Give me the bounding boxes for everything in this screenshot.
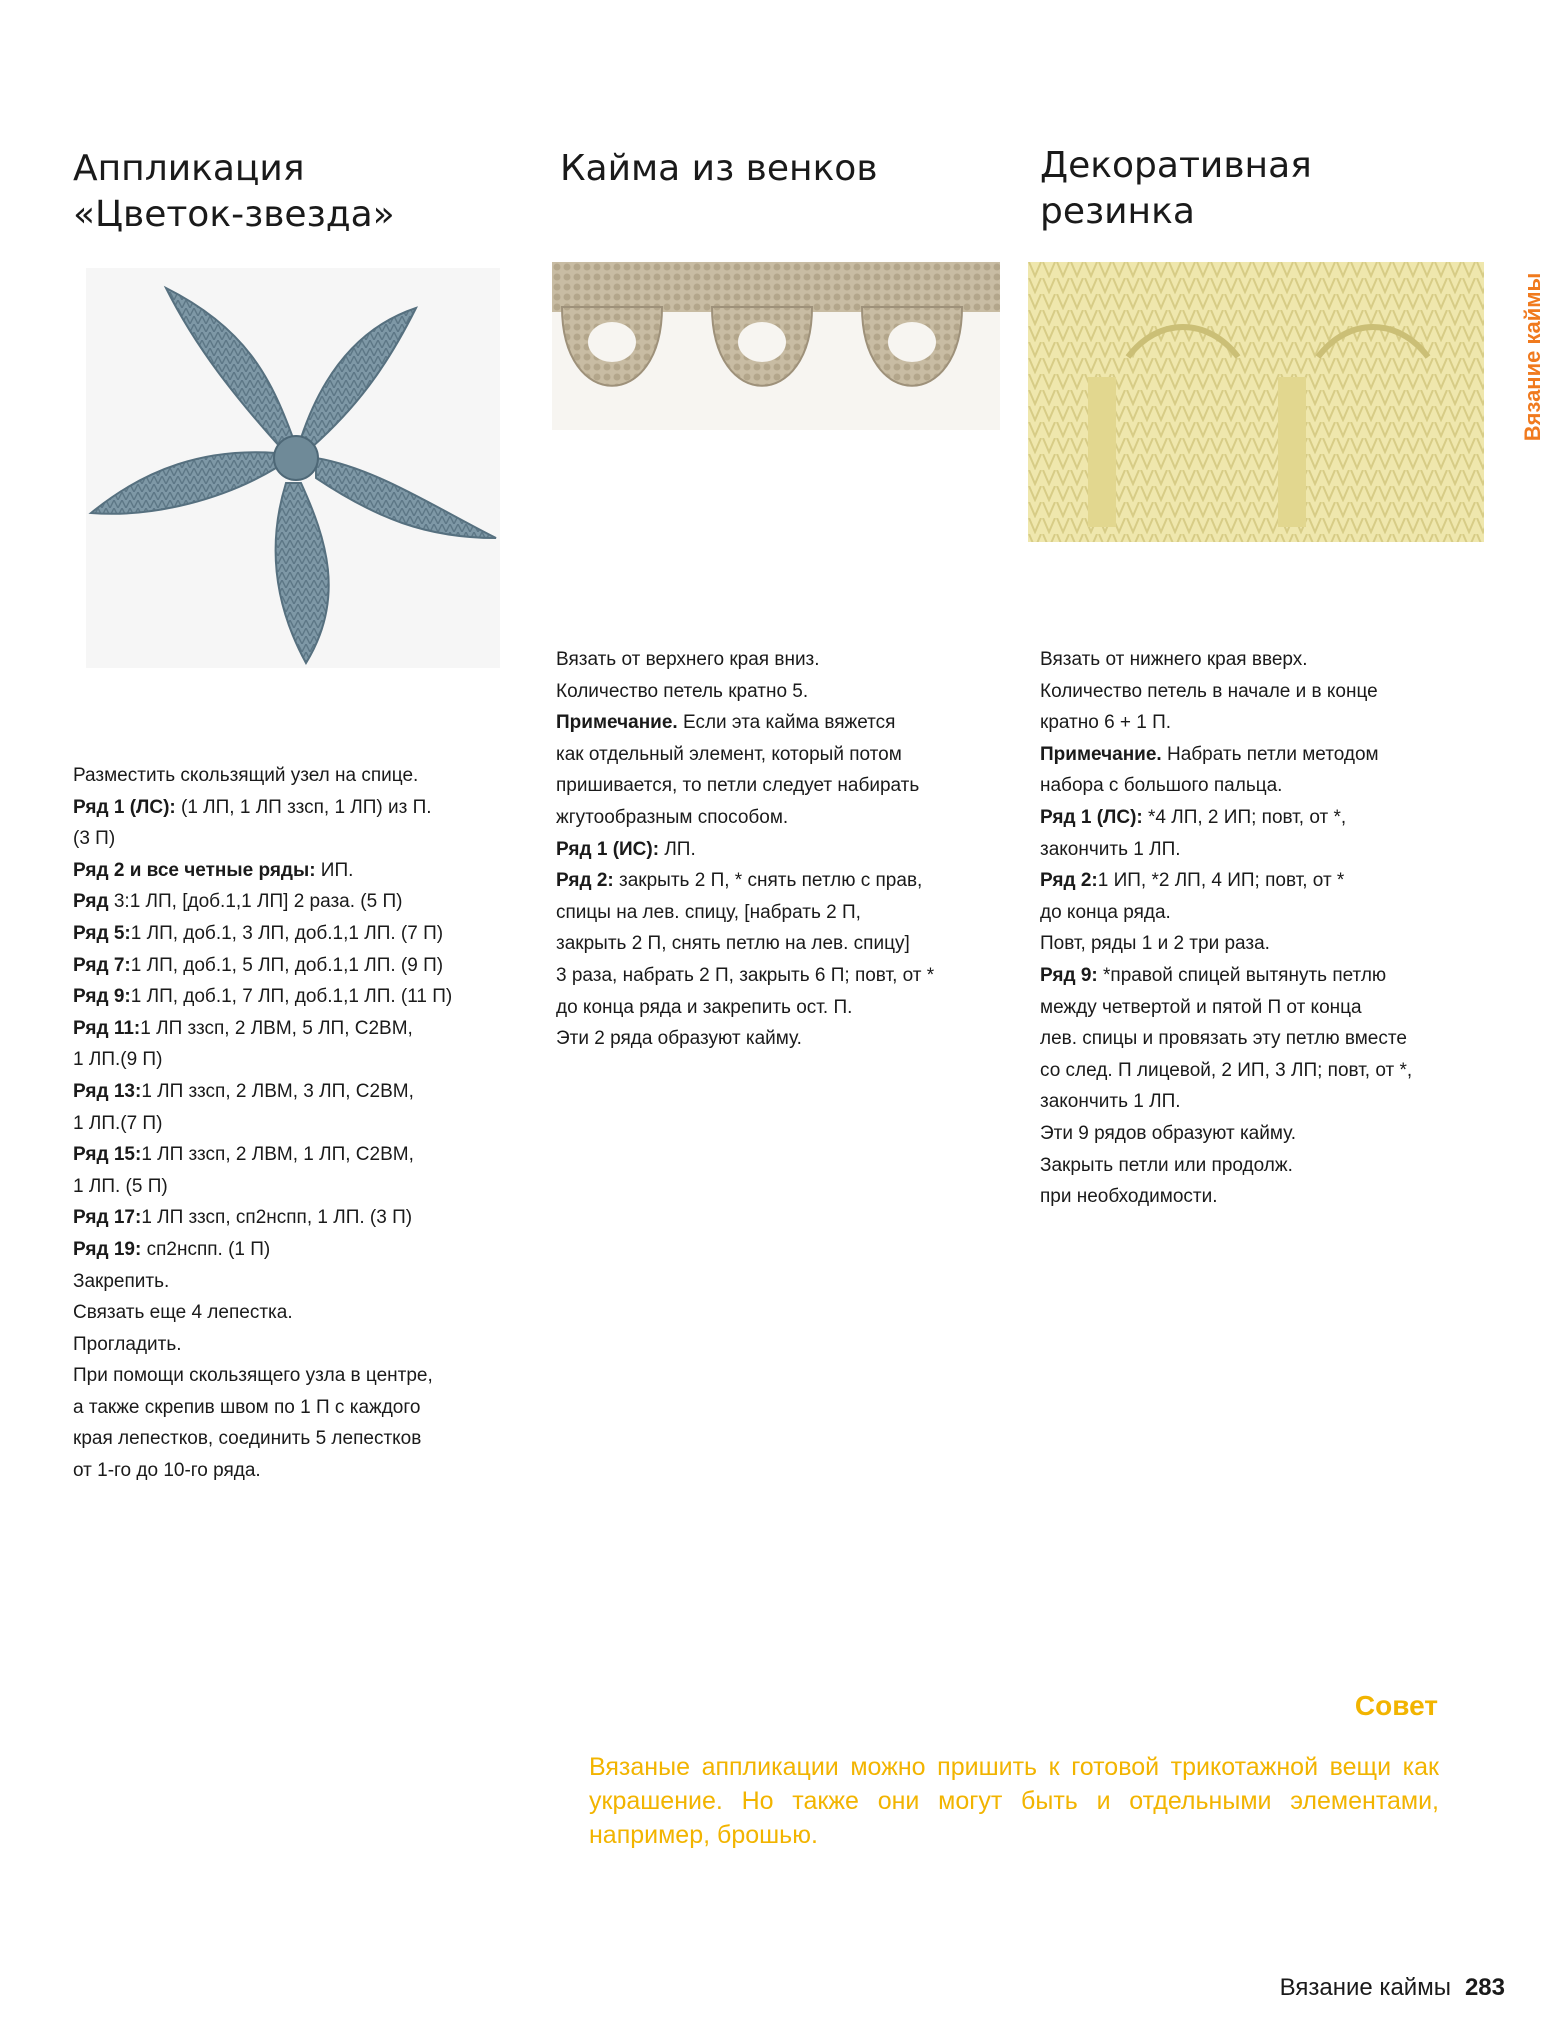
- instruction-line: [1040, 1055, 1412, 1087]
- instruction-line: [1040, 992, 1412, 1024]
- instruction-line: [556, 865, 934, 897]
- instruction-line: [73, 981, 452, 1013]
- row-text: Если эта кайма вяжется: [677, 712, 896, 734]
- instruction-line: [73, 1171, 452, 1203]
- row-text: до конца ряда и закрепить ост. П.: [556, 996, 853, 1018]
- instruction-line: [1040, 707, 1412, 739]
- row-text: 1 ЛП. (5 П): [73, 1175, 168, 1197]
- title-rib-line2: резинка: [1040, 191, 1195, 232]
- row-text: ЛП.: [659, 838, 696, 860]
- instruction-line: [556, 960, 934, 992]
- instruction-line: [556, 644, 934, 676]
- row-text: 1 ЛП ззсп, 2 ЛВМ, 3 ЛП, С2ВМ,: [141, 1080, 414, 1102]
- instruction-line: [73, 1423, 452, 1455]
- instruction-line: [556, 802, 934, 834]
- decorative-rib-photo: [1028, 262, 1484, 542]
- instruction-line: [556, 928, 934, 960]
- instruction-line: [556, 834, 934, 866]
- instruction-line: [73, 792, 452, 824]
- side-tab: [1518, 262, 1548, 452]
- instruction-line: [73, 886, 452, 918]
- instruction-line: [556, 897, 934, 929]
- row-text: от 1-го до 10-го ряда.: [73, 1460, 261, 1482]
- row-text: спицы на лев. спицу, [набрать 2 П,: [556, 901, 861, 923]
- row-text: кратно 6 + 1 П.: [1040, 712, 1172, 734]
- row-label: Ряд 5:: [73, 922, 131, 944]
- instruction-line: [1040, 960, 1412, 992]
- instruction-line: [1040, 1086, 1412, 1118]
- row-label: Ряд 7:: [73, 954, 131, 976]
- instruction-line: [1040, 644, 1412, 676]
- instruction-line: [73, 1202, 452, 1234]
- row-text: Повт, ряды 1 и 2 три раза.: [1040, 933, 1270, 955]
- row-text: Разместить скользящий узел на спице.: [73, 765, 419, 786]
- instruction-line: [73, 1360, 452, 1392]
- instruction-line: [73, 855, 452, 887]
- title-rib: [1040, 143, 1312, 235]
- row-text: закрыть 2 П, * снять петлю с прав,: [613, 870, 923, 892]
- row-label: Ряд 11:: [73, 1017, 141, 1039]
- row-text: *правой спицей вытянуть петлю: [1097, 964, 1387, 986]
- row-label: Ряд: [73, 891, 109, 913]
- row-text: закончить 1 ЛП.: [1040, 1091, 1181, 1113]
- row-text: Вязать от верхнего края вниз.: [556, 649, 820, 670]
- row-text: Количество петель кратно 5.: [556, 680, 809, 702]
- page-footer: [1280, 1974, 1505, 2002]
- row-text: 1 ЛП, доб.1, 7 ЛП, доб.1,1 ЛП. (11 П): [130, 986, 453, 1008]
- row-text: края лепестков, соединить 5 лепестков: [73, 1428, 422, 1450]
- row-text: 3:1 ЛП, [доб.1,1 ЛП] 2 раза. (5 П): [108, 891, 403, 913]
- row-text: пришивается, то петли следует набирать: [556, 775, 920, 797]
- row-text: Вязать от нижнего края вверх.: [1040, 649, 1308, 670]
- row-text: *4 ЛП, 2 ИП; повт, от *,: [1142, 806, 1347, 828]
- row-label: Ряд 17:: [73, 1207, 142, 1229]
- row-text: (3 П): [73, 828, 116, 850]
- side-tab-label: Вязание каймы: [1520, 272, 1545, 442]
- instruction-line: [1040, 1118, 1412, 1150]
- row-text: жгутообразным способом.: [556, 806, 789, 828]
- row-text: набора с большого пальца.: [1040, 775, 1283, 797]
- row-text: закончить 1 ЛП.: [1040, 838, 1181, 860]
- row-label: Ряд 15:: [73, 1144, 142, 1166]
- row-text: 1 ЛП ззсп, 2 ЛВМ, 1 ЛП, С2ВМ,: [141, 1144, 414, 1166]
- instruction-line: [556, 707, 934, 739]
- instruction-line: [1040, 1181, 1412, 1213]
- tip-text: Вязаные аппликации можно пришить к готовой трикотажной вещи как украшение. Но также они могут быть и отдельными элементами, например, брошью.: [589, 1753, 1439, 1849]
- instruction-line: [1040, 770, 1412, 802]
- row-text: при необходимости.: [1040, 1186, 1218, 1208]
- row-text: 1 ИП, *2 ЛП, 4 ИП; повт, от *: [1097, 870, 1345, 892]
- title-flower-line1: Аппликация: [73, 148, 305, 189]
- row-text: Закрепить.: [73, 1270, 170, 1292]
- row-label: Ряд 1 (ИС):: [556, 838, 660, 860]
- row-text: 1 ЛП.(7 П): [73, 1112, 163, 1134]
- footer-section: Вязание каймы: [1279, 1974, 1451, 2001]
- row-label: Ряд 9:: [1040, 964, 1098, 986]
- instruction-line: [73, 1139, 452, 1171]
- row-text: сп2нспп. (1 П): [141, 1238, 271, 1260]
- title-flower-line2: «Цветок-звезда»: [73, 194, 395, 235]
- row-text: между четвертой и пятой П от конца: [1040, 996, 1362, 1018]
- instruction-line: [73, 1076, 452, 1108]
- instruction-line: [1040, 802, 1412, 834]
- row-label: Ряд 2:: [556, 870, 614, 892]
- row-text: как отдельный элемент, который потом: [556, 743, 902, 765]
- instruction-line: [1040, 1023, 1412, 1055]
- title-flower: [73, 146, 395, 238]
- instruction-line: [73, 1392, 452, 1424]
- instruction-line: [73, 1455, 452, 1487]
- row-label: Примечание.: [1040, 743, 1162, 765]
- row-label: Примечание.: [556, 712, 678, 734]
- instruction-line: [1040, 676, 1412, 708]
- instruction-line: [1040, 928, 1412, 960]
- instruction-line: [73, 1329, 452, 1361]
- instruction-line: [556, 992, 934, 1024]
- flower-photo: [86, 268, 500, 668]
- row-text: При помощи скользящего узла в центре,: [73, 1365, 433, 1387]
- instruction-line: [556, 739, 934, 771]
- instruction-line: [73, 1013, 452, 1045]
- row-label: Ряд 19:: [73, 1238, 142, 1260]
- row-text: Связать еще 4 лепестка.: [73, 1302, 293, 1324]
- row-text: Набрать петли методом: [1161, 743, 1379, 765]
- instruction-line: [1040, 1150, 1412, 1182]
- instruction-line: [73, 1108, 452, 1140]
- row-label: Ряд 1 (ЛС):: [1040, 806, 1143, 828]
- row-text: ИП.: [315, 859, 354, 881]
- row-label: Ряд 2 и все четные ряды:: [73, 859, 316, 881]
- row-text: 1 ЛП, доб.1, 5 ЛП, доб.1,1 ЛП. (9 П): [130, 954, 444, 976]
- row-label: Ряд 9:: [73, 986, 131, 1008]
- row-text: со след. П лицевой, 2 ИП, 3 ЛП; повт, от *,: [1040, 1059, 1413, 1081]
- row-text: а также скрепив швом по 1 П с каждого: [73, 1396, 421, 1418]
- row-label: Ряд 1 (ЛС):: [73, 796, 176, 818]
- row-text: (1 ЛП, 1 ЛП ззсп, 1 ЛП) из П.: [175, 796, 432, 818]
- instruction-line: [1040, 739, 1412, 771]
- instruction-line: [73, 760, 452, 792]
- instructions-wreath: [556, 644, 934, 1055]
- instruction-line: [73, 1266, 452, 1298]
- wreath-edging-photo: [552, 262, 1000, 430]
- row-text: Эти 2 ряда образуют кайму.: [556, 1028, 802, 1050]
- row-text: Прогладить.: [73, 1333, 182, 1355]
- row-text: 1 ЛП ззсп, 2 ЛВМ, 5 ЛП, С2ВМ,: [140, 1017, 413, 1039]
- row-text: 1 ЛП, доб.1, 3 ЛП, доб.1,1 ЛП. (7 П): [130, 922, 444, 944]
- instruction-line: [1040, 834, 1412, 866]
- row-text: Эти 9 рядов образуют кайму.: [1040, 1122, 1297, 1144]
- row-label: Ряд 2:: [1040, 870, 1098, 892]
- instruction-line: [556, 1023, 934, 1055]
- instruction-line: [73, 1234, 452, 1266]
- row-text: 1 ЛП ззсп, сп2нспп, 1 ЛП. (3 П): [141, 1207, 413, 1229]
- row-text: Закрыть петли или продолж.: [1040, 1154, 1293, 1176]
- row-text: 3 раза, набрать 2 П, закрыть 6 П; повт, от *: [556, 964, 935, 986]
- row-label: Ряд 13:: [73, 1080, 142, 1102]
- instruction-line: [73, 950, 452, 982]
- row-text: 1 ЛП.(9 П): [73, 1049, 163, 1071]
- row-text: Количество петель в начале и в конце: [1040, 680, 1378, 702]
- instruction-line: [73, 918, 452, 950]
- instruction-line: [73, 1297, 452, 1329]
- instruction-line: [1040, 865, 1412, 897]
- row-text: закрыть 2 П, снять петлю на лев. спицу]: [556, 933, 910, 955]
- instructions-flower: [73, 760, 452, 1487]
- instruction-line: [1040, 897, 1412, 929]
- page-number: 283: [1464, 1974, 1505, 2001]
- instruction-line: [73, 1044, 452, 1076]
- instruction-line: [556, 676, 934, 708]
- row-text: до конца ряда.: [1040, 901, 1171, 923]
- title-rib-line1: Декоративная: [1040, 145, 1312, 186]
- tip-title: Совет: [1354, 1690, 1438, 1721]
- instruction-line: [73, 823, 452, 855]
- instruction-line: [556, 770, 934, 802]
- title-wreath: [560, 146, 878, 192]
- title-wreath-line1: Кайма из венков: [560, 148, 878, 189]
- row-text: лев. спицы и провязать эту петлю вместе: [1040, 1028, 1407, 1050]
- instructions-rib: [1040, 644, 1412, 1213]
